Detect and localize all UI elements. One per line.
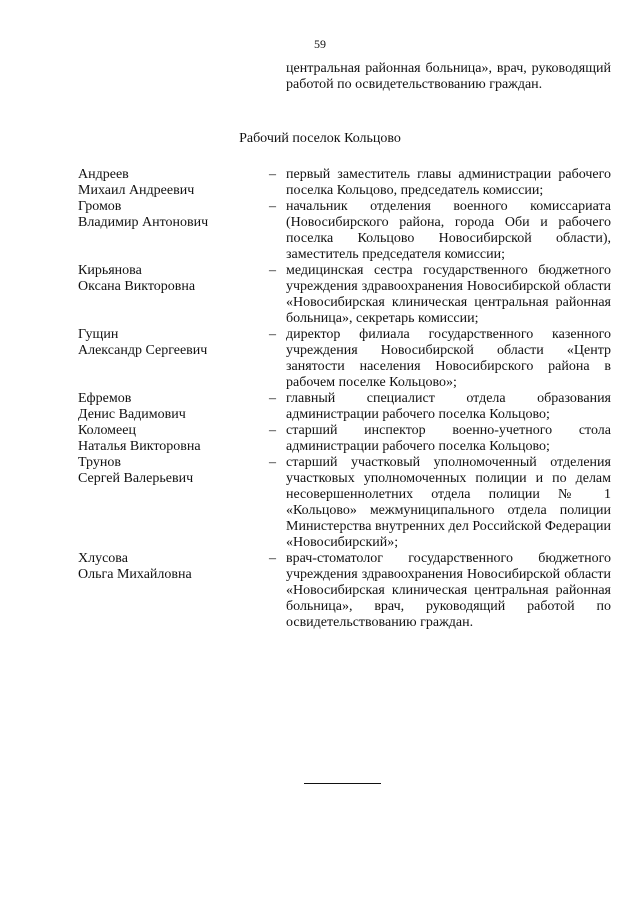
dash: – [269, 391, 276, 406]
dash: – [269, 167, 276, 182]
section-title: Рабочий поселок Кольцово [239, 131, 401, 146]
member-row [78, 327, 612, 391]
dash: – [269, 455, 276, 470]
member-role: главный специалист отдела образования администрации рабочего поселка Кольцово; [286, 391, 611, 422]
member-row [78, 263, 612, 327]
member-surname: Коломеец [78, 423, 136, 438]
member-given-name: Денис Вадимович [78, 407, 186, 422]
member-surname: Ефремов [78, 391, 132, 406]
member-given-name: Сергей Валерьевич [78, 471, 194, 486]
dash: – [269, 263, 276, 278]
page-number: 59 [314, 37, 326, 51]
member-row [78, 551, 612, 631]
member-given-name: Ольга Михайловна [78, 567, 192, 582]
member-name [78, 199, 269, 231]
member-role: начальник отделения военного комиссариата (Новосибирского района, города Оби и рабочего поселка Кольцово Новосибирской области), заместитель председателя комиссии; [286, 199, 611, 262]
member-role: директор филиала государственного казенного учреждения Новосибирской области «Центр занятости населения Новосибирского района в рабочем поселке Кольцово»; [286, 327, 611, 390]
member-row [78, 199, 612, 263]
member-row [78, 455, 612, 551]
member-list [78, 167, 612, 631]
member-given-name: Михаил Андреевич [78, 183, 195, 198]
member-name [78, 551, 269, 583]
member-given-name: Александр Сергеевич [78, 343, 208, 358]
member-given-name: Оксана Викторовна [78, 279, 196, 294]
member-role: старший участковый уполномоченный отделения участковых уполномоченных полиции и по делам несовершеннолетних отдела полиции № 1 «Кольцово» межмуниципального отдела полиции Министерства внутренних дел Российской Федерации «Новосибирский»; [286, 455, 611, 550]
member-name [78, 327, 269, 359]
end-divider [304, 783, 381, 784]
member-row [78, 423, 612, 455]
member-name [78, 391, 269, 423]
member-role: медицинская сестра государственного бюджетного учреждения здравоохранения Новосибирской области «Новосибирская клиническая центральная районная больница», секретарь комиссии; [286, 263, 611, 326]
member-role: первый заместитель главы администрации рабочего поселка Кольцово, председатель комиссии; [286, 167, 611, 198]
dash: – [269, 551, 276, 566]
member-surname: Трунов [78, 455, 121, 470]
member-role: врач-стоматолог государственного бюджетного учреждения здравоохранения Новосибирской области «Новосибирская клиническая центральная районная больница», врач, руководящий работой по освидетельствованию граждан. [286, 551, 611, 630]
member-surname: Андреев [78, 167, 129, 182]
member-surname: Громов [78, 199, 122, 214]
dash: – [269, 327, 276, 342]
member-surname: Гущин [78, 327, 119, 342]
member-surname: Кирьянова [78, 263, 142, 278]
continuation-text: центральная районная больница», врач, руководящий работой по освидетельствованию граждан. [286, 61, 611, 92]
member-given-name: Наталья Викторовна [78, 439, 201, 454]
member-row [78, 167, 612, 199]
member-name [78, 423, 269, 455]
member-name [78, 167, 269, 199]
member-row [78, 391, 612, 423]
dash: – [269, 423, 276, 438]
member-given-name: Владимир Антонович [78, 215, 209, 230]
dash: – [269, 199, 276, 214]
member-name [78, 263, 269, 295]
member-surname: Хлусова [78, 551, 128, 566]
member-role: старший инспектор военно-учетного стола администрации рабочего поселка Кольцово; [286, 423, 611, 454]
member-name [78, 455, 269, 487]
